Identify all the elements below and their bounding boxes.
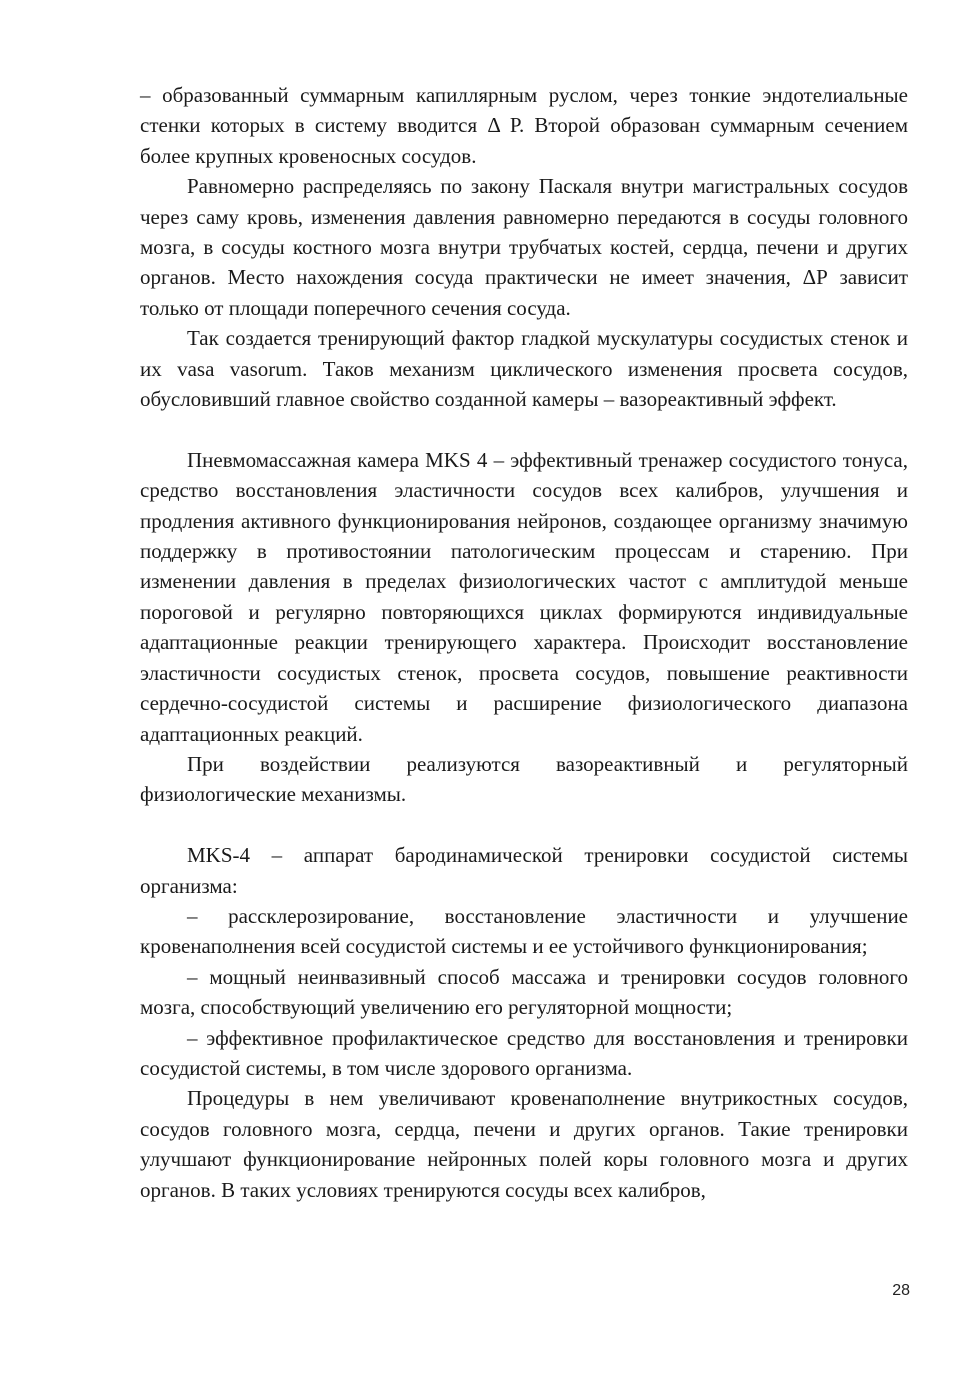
list-item-massage: – мощный неинвазивный способ массажа и тренировки сосудов головного мозга, способствующий увеличению его регуляторной мощности; [140,964,908,1020]
paragraph-pascal-law: Равномерно распределяясь по закону Паскаля внутри магистральных сосудов через саму кровь, изменения давления равномерно передаются в сосуды головного мозга, в сосуды костного мозга внутри трубчатых костей, сердца, печени и других органов. Место нахождения сосуда практически не имеет значения, ΔР зависит только от площади поперечного сечения сосуда. [140,174,908,320]
page-number: 28 [892,1282,910,1299]
paragraph-chamber-description: Пневмомассажная камера MKS 4 – эффективный тренажер сосудистого тонуса, средство восстановления эластичности сосудов всех калибров, улучшения и продления активного функционирования нейронов, создающее организму значимую поддержку в противостоянии патологическим процессам и старению. При изменении давления в пределах физиологических частот с амплитудой меньше пороговой и регулярно повторяющихся циклах формируются индивидуальные адаптационные реакции тренирующего характера. Происходит восстановление эластичности сосудистых стенок, просвета сосудов, повышение реактивности сердечно-сосудистой системы и расширение физиологического диапазона адаптационных реакций. [140,447,908,746]
paragraph-intro: – образованный суммарным капиллярным руслом, через тонкие эндотелиальные стенки которых в систему вводится Δ Р. Второй образован суммарным сечением более крупных кровеносных сосудов. [140,83,908,168]
paragraph-training-factor: Так создается тренирующий фактор гладкой мускулатуры сосудистых стенок и их vasa vasorum. Таков механизм циклического изменения просвета сосудов, обусловивший главное свойство созданной камеры – вазореактивный эффект. [140,326,908,412]
list-item-prevention: – эффективное профилактическое средство для восстановления и тренировки сосудистой системы, в том числе здорового организма. [140,1025,908,1080]
paragraph-spacer [140,810,908,840]
list-item-sclerosis: – рассклерозирование, восстановление эластичности и улучшение кровенаполнения всей сосудистой системы и ее устойчивого функционирования; [140,903,908,959]
paragraph-mechanisms: При воздействии реализуются вазореактивный и регуляторный физиологические механизмы. [140,751,908,807]
document-body [140,80,908,1205]
paragraph-spacer [140,414,908,444]
paragraph-procedures: Процедуры в нем увеличивают кровенаполнение внутрикостных сосудов, сосудов головного мозга, сердца, печени и других органов. Такие тренировки улучшают функционирование нейронных полей коры головного мозга и других органов. В таких условиях тренируются сосуды всех калибров, [140,1086,908,1202]
paragraph-device-intro: MKS-4 – аппарат бародинамической тренировки сосудистой системы организма: [140,843,908,898]
